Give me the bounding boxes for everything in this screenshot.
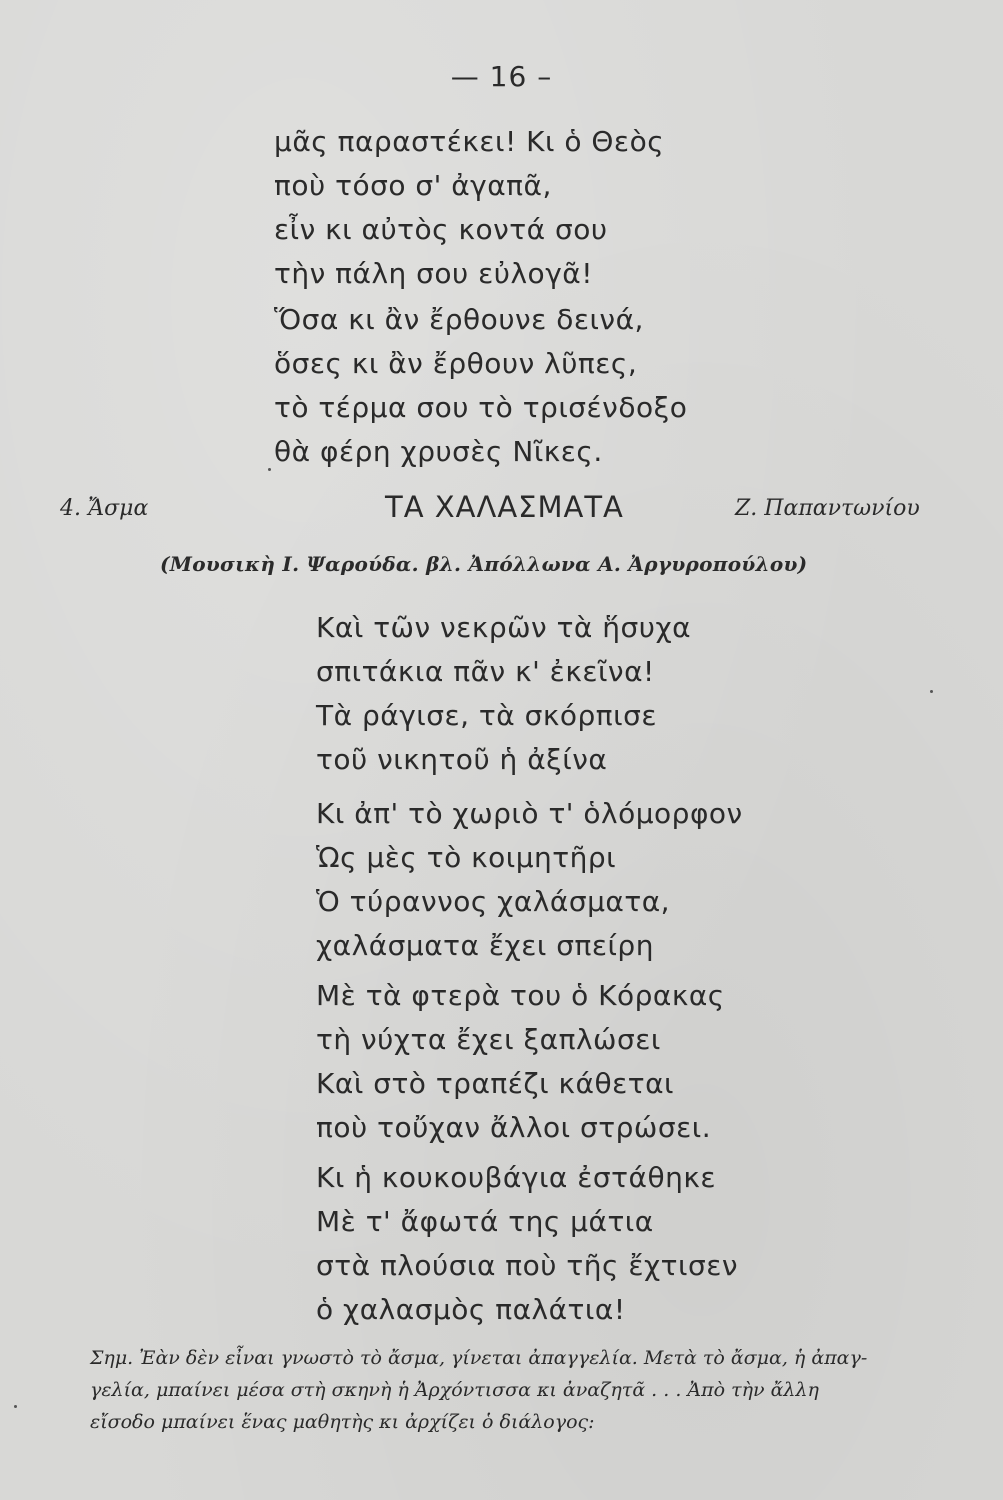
- verse-line: Ὅσα κι ἂν ἔρθουνε δεινά,: [274, 303, 644, 336]
- verse-line: στὰ πλούσια ποὺ τῆς ἔχτισεν: [316, 1249, 738, 1282]
- verse-line: Καὶ στὸ τραπέζι κάθεται: [316, 1067, 675, 1100]
- song-title: ΤΑ ΧΑΛΑΣΜΑΤΑ: [385, 490, 624, 524]
- song-stanza-4: [316, 1156, 738, 1332]
- verse-line: ποὺ τόσο σ' ἀγαπᾶ,: [274, 169, 552, 202]
- song-stanza-1: [316, 606, 691, 782]
- verse-line: σπιτάκια πᾶν κ' ἐκεῖνα!: [316, 655, 655, 688]
- verse-line: Τὰ ράγισε, τὰ σκόρπισε: [316, 699, 657, 732]
- verse-line: τὴ νύχτα ἔχει ξαπλώσει: [316, 1023, 661, 1056]
- verse-line: εἶν κι αὐτὸς κοντά σου: [274, 213, 608, 246]
- verse-line: τὴν πάλη σου εὐλογᾶ!: [274, 257, 593, 290]
- print-speck: [930, 690, 933, 693]
- music-credit: (Μουσικὴ Ι. Ψαρούδα. βλ. Ἀπόλλωνα Α. Ἀργυροπούλου): [160, 552, 808, 576]
- verse-line: Μὲ τὰ φτερὰ του ὁ Κόρακας: [316, 979, 725, 1012]
- footnote-line: Σημ. Ἐὰν δὲν εἶναι γνωστὸ τὸ ἄσμα, γίνεται ἀπαγγελία. Μετὰ τὸ ἄσμα, ἡ ἀπαγ-: [90, 1347, 868, 1369]
- verse-line: τοῦ νικητοῦ ἡ ἀξίνα: [316, 743, 608, 776]
- song-author: Ζ. Παπαντωνίου: [735, 496, 920, 521]
- song-header: [0, 490, 1003, 530]
- verse-line: τὸ τέρμα σου τὸ τρισένδοξο: [274, 391, 688, 424]
- song-stanza-3: [316, 974, 725, 1150]
- song-stanza-2: [316, 792, 743, 968]
- verse-line: χαλάσματα ἔχει σπείρη: [316, 929, 654, 962]
- stanza-top-2: [274, 298, 687, 474]
- verse-line: Κι ἡ κουκουβάγια ἐστάθηκε: [316, 1161, 716, 1194]
- verse-line: ὁ χαλασμὸς παλάτια!: [316, 1293, 626, 1326]
- verse-line: θὰ φέρη χρυσὲς Νῖκες.: [274, 435, 603, 468]
- verse-line: μᾶς παραστέκει! Κι ὁ Θεὸς: [274, 125, 665, 158]
- print-speck: [14, 1405, 17, 1408]
- verse-line: Καὶ τῶν νεκρῶν τὰ ἥσυχα: [316, 611, 692, 644]
- verse-line: Μὲ τ' ἄφωτά της μάτια: [316, 1205, 654, 1238]
- verse-line: Κι ἀπ' τὸ χωριὸ τ' ὁλόμορφον: [316, 797, 743, 830]
- song-number: 4. Ἄσμα: [60, 496, 149, 521]
- footnote-line: γελία, μπαίνει μέσα στὴ σκηνὴ ἡ Ἀρχόντισσα κι ἀναζητᾶ . . . Ἀπὸ τὴν ἄλλη: [90, 1379, 819, 1401]
- verse-line: Ὡς μὲς τὸ κοιμητῆρι: [316, 841, 617, 874]
- verse-line: Ὁ τύραννος χαλάσματα,: [316, 885, 671, 918]
- footnote: [90, 1342, 950, 1438]
- verse-line: ὅσες κι ἂν ἔρθουν λῦπες,: [274, 347, 638, 380]
- page-number: — 16 –: [450, 60, 553, 93]
- stanza-top-1: [274, 120, 664, 296]
- footnote-line: εἴσοδο μπαίνει ἕνας μαθητὴς κι ἀρχίζει ὁ διάλογος:: [90, 1411, 595, 1433]
- print-speck: [268, 468, 271, 471]
- verse-line: ποὺ τοὔχαν ἄλλοι στρώσει.: [316, 1111, 712, 1144]
